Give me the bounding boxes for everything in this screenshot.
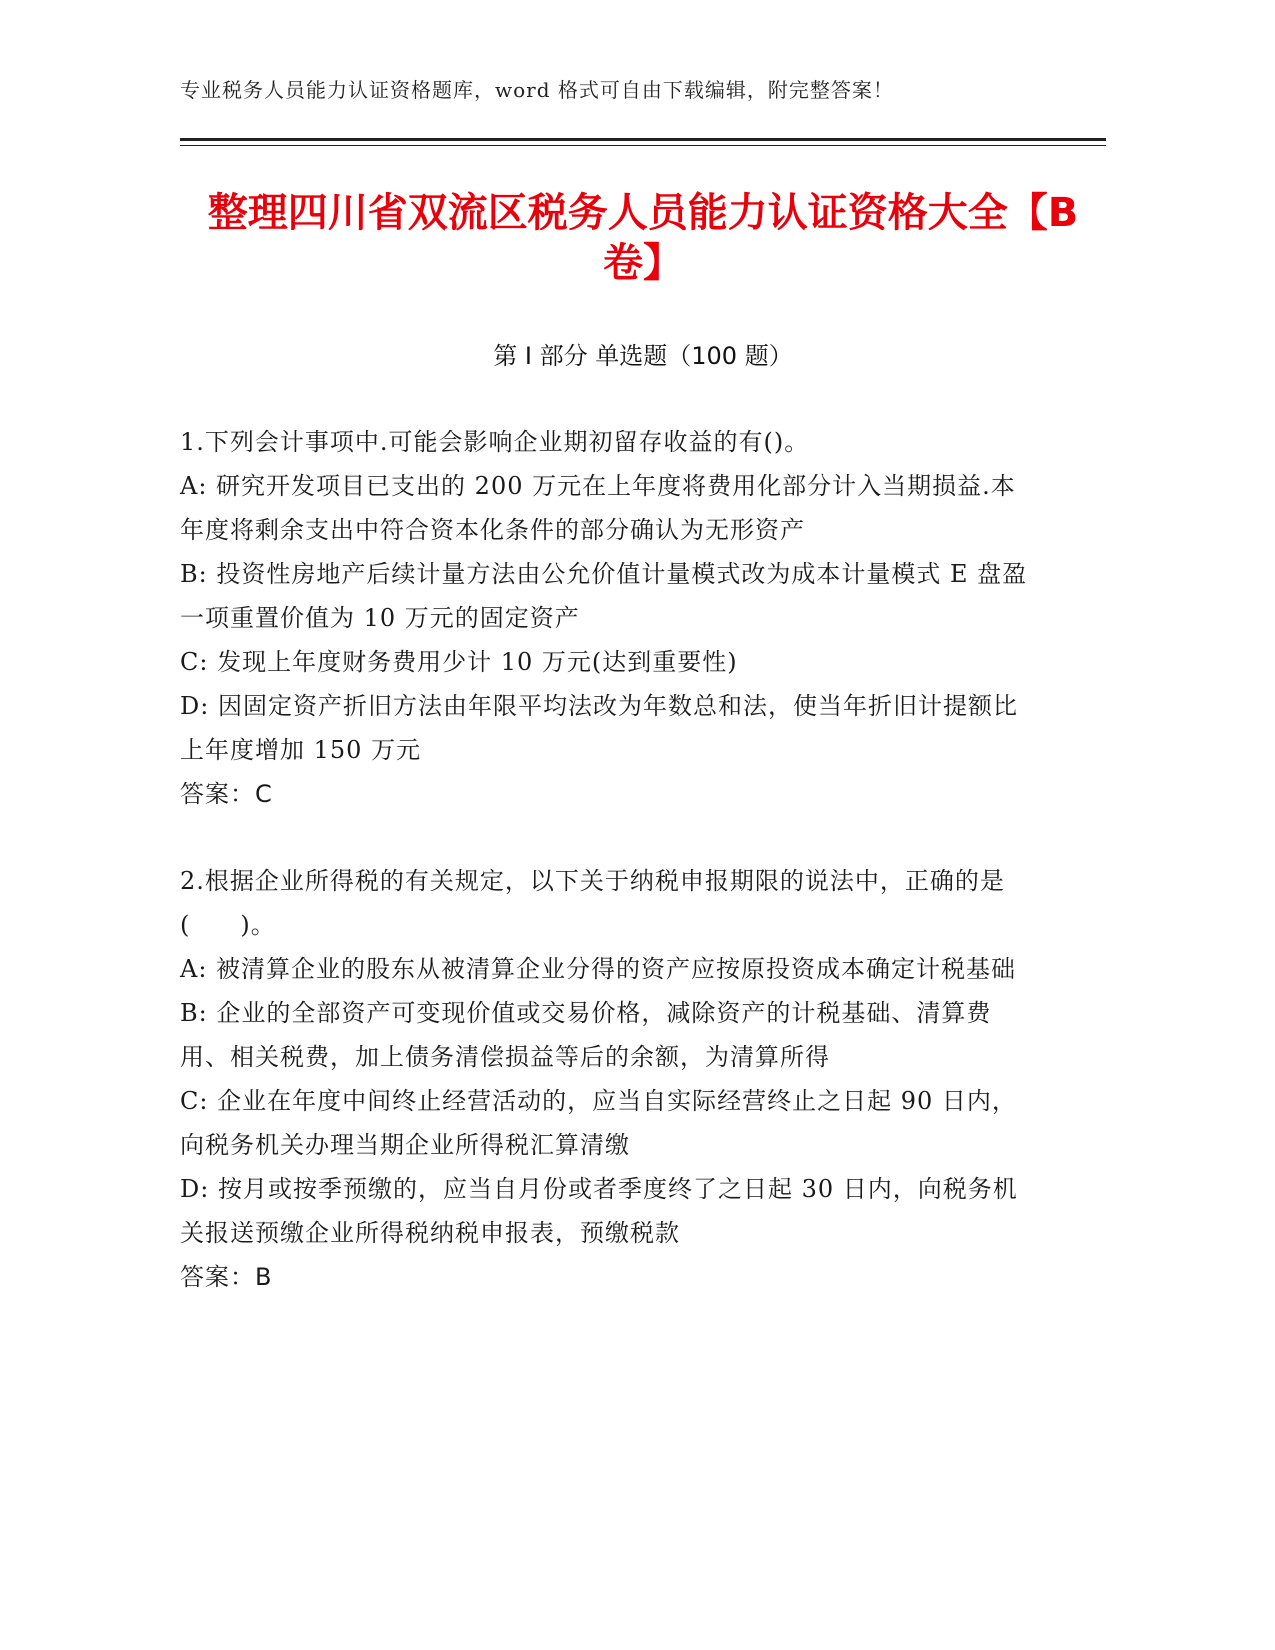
header-divider-thick xyxy=(180,138,1106,141)
question-2 xyxy=(180,859,1030,1299)
answer-line: 答案：B xyxy=(180,1263,273,1291)
option-b: B: 企业的全部资产可变现价值或交易价格，减除资产的计税基础、清算费用、相关税费，加上债务清偿损益等后的余额，为清算所得 xyxy=(180,999,992,1071)
question-stem: 1.下列会计事项中.可能会影响企业期初留存收益的有()。 xyxy=(180,428,810,456)
header-note: 专业税务人员能力认证资格题库，word 格式可自由下载编辑，附完整答案！ xyxy=(180,78,894,102)
option-d: D: 因固定资产折旧方法由年限平均法改为年数总和法，使当年折旧计提额比上年度增加 150 万元 xyxy=(180,692,1018,764)
section-title: 第 I 部分 单选题（100 题） xyxy=(493,342,793,370)
document-title: 整理四川省双流区税务人员能力认证资格大全【B 卷】 xyxy=(207,190,1079,286)
question-list xyxy=(180,420,1030,1299)
question-stem: 2.根据企业所得税的有关规定，以下关于纳税申报期限的说法中，正确的是( )。 xyxy=(180,867,1005,939)
answer-line: 答案：C xyxy=(180,780,273,808)
option-a: A: 被清算企业的股东从被清算企业分得的资产应按原投资成本确定计税基础 xyxy=(180,955,1017,983)
option-b: B: 投资性房地产后续计量方法由公允价值计量模式改为成本计量模式 E 盘盈一项重置价值为 10 万元的固定资产 xyxy=(180,560,1028,632)
option-c: C: 发现上年度财务费用少计 10 万元(达到重要性) xyxy=(180,648,738,676)
option-d: D: 按月或按季预缴的，应当自月份或者季度终了之日起 30 日内，向税务机关报送预缴企业所得税纳税申报表，预缴税款 xyxy=(180,1175,1018,1247)
header-divider-thin xyxy=(180,145,1106,146)
option-c: C: 企业在年度中间终止经营活动的，应当自实际经营终止之日起 90 日内，向税务机关办理当期企业所得税汇算清缴 xyxy=(180,1087,1017,1159)
question-1 xyxy=(180,420,1030,816)
option-a: A: 研究开发项目已支出的 200 万元在上年度将费用化部分计入当期损益.本年度将剩余支出中符合资本化条件的部分确认为无形资产 xyxy=(180,472,1016,544)
